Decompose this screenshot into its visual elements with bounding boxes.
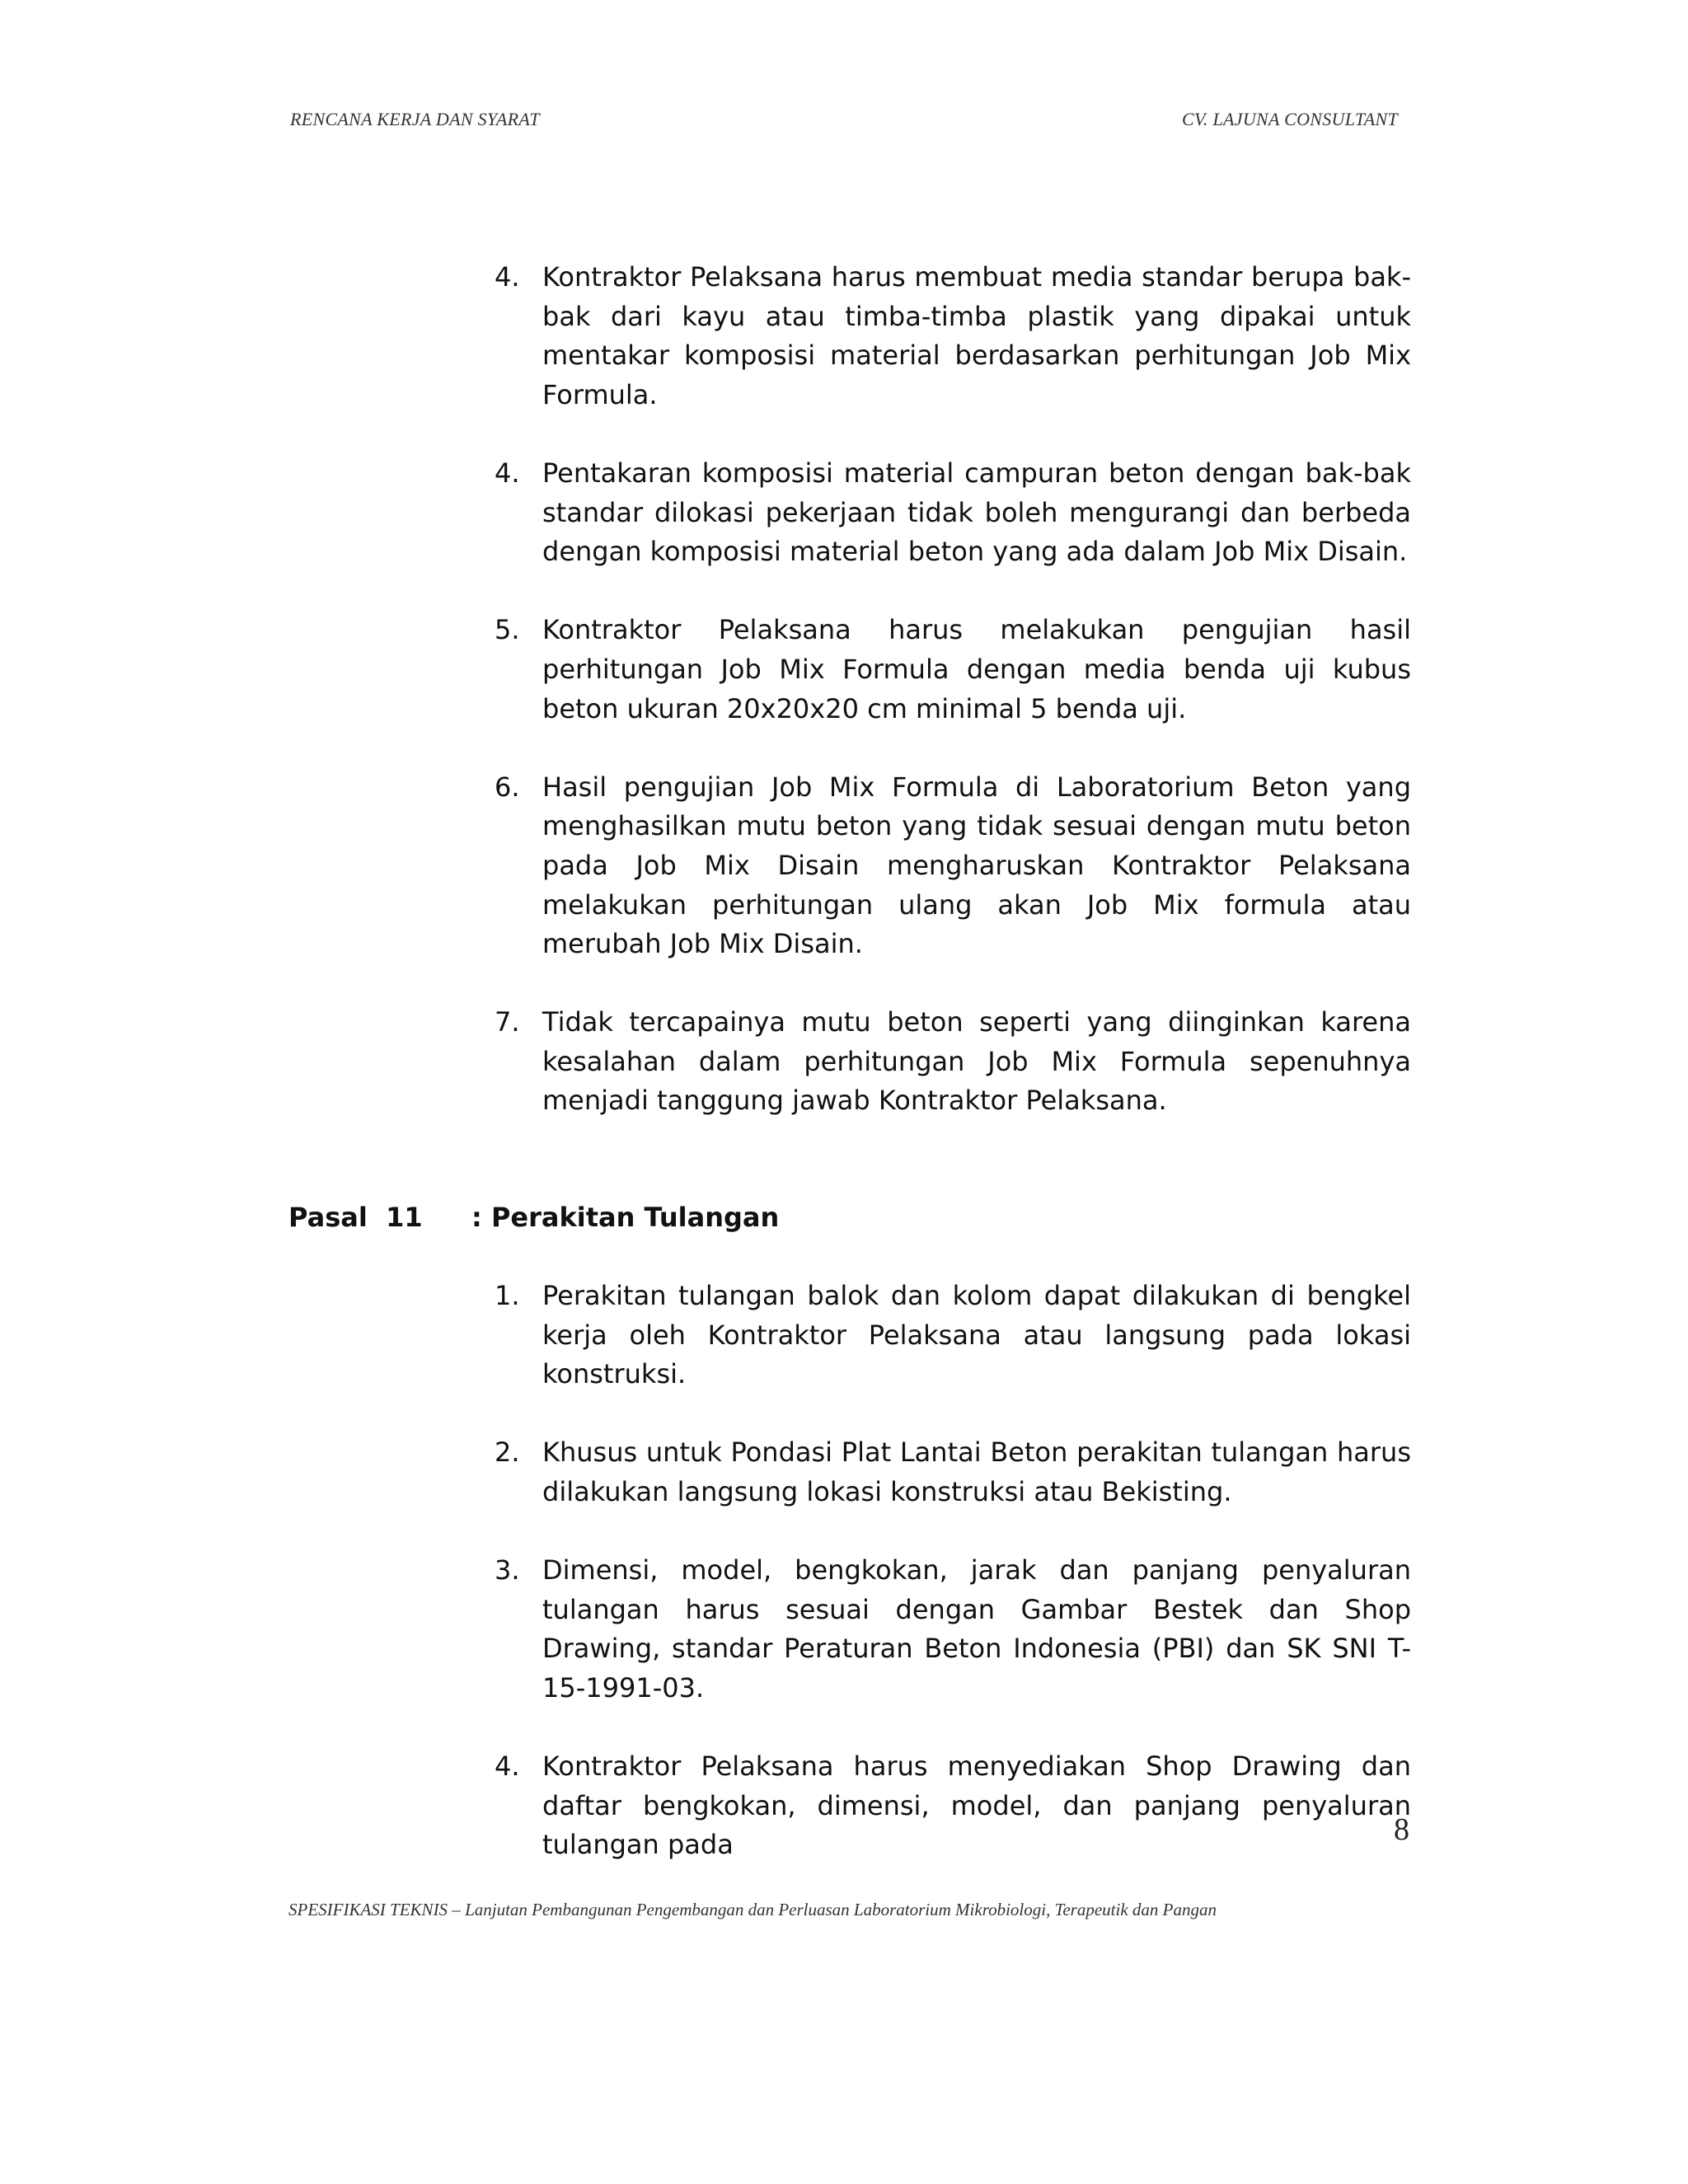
list-item-number: 4. (495, 1750, 520, 1783)
list-item (495, 1003, 1411, 1121)
list-item-text: Perakitan tulangan balok dan kolom dapat dilakukan di bengkel kerja oleh Kontraktor Pelaksana atau langsung pada lokasi konstruksi. (542, 1280, 1411, 1390)
footer-text: Lanjutan Pembangunan Pengembangan dan Perluasan Laboratorium Mikrobiologi, Terapeutik dan Pangan (465, 1900, 1217, 1919)
list-item (495, 768, 1411, 964)
list-item-text: Kontraktor Pelaksana harus melakukan pengujian hasil perhitungan Job Mix Formula dengan media benda uji kubus beton ukuran 20x20x20 cm minimal 5 benda uji. (542, 614, 1411, 724)
header-right: CV. LAJUNA CONSULTANT (1182, 109, 1398, 129)
list-item (495, 1551, 1411, 1708)
list-item-number: 6. (495, 771, 520, 803)
list-item-number: 5. (495, 614, 520, 646)
list-item (495, 1277, 1411, 1394)
list-item-number: 4. (495, 457, 520, 489)
list-item (495, 1747, 1411, 1865)
section-heading-title: : Perakitan Tulangan (471, 1202, 780, 1233)
list-item (495, 1433, 1411, 1511)
list-item-text: Hasil pengujian Job Mix Formula di Laboratorium Beton yang menghasilkan mutu beton yang tidak sesuai dengan mutu beton pada Job Mix Disain mengharuskan Kontraktor Pelaksana melakukan perhitungan ulang akan Job Mix formula atau merubah Job Mix Disain. (542, 771, 1411, 960)
list-item-text: Khusus untuk Pondasi Plat Lantai Beton perakitan tulangan harus dilakukan langsung lokasi konstruksi atau Bekisting. (542, 1436, 1411, 1507)
page-number: 8 (1394, 1812, 1409, 1847)
numbered-list-section-b (495, 1277, 1411, 1865)
list-item (495, 611, 1411, 729)
list-item-number: 3. (495, 1554, 520, 1586)
numbered-list-section-a (495, 258, 1411, 1121)
list-item-text: Tidak tercapainya mutu beton seperti yang diinginkan karena kesalahan dalam perhitungan Job Mix Formula sepenuhnya menjadi tanggung jawab Kontraktor Pelaksana. (542, 1006, 1411, 1117)
list-item-number: 7. (495, 1006, 520, 1038)
list-item-text: Kontraktor Pelaksana harus membuat media standar berupa bak-bak dari kayu atau timba-timba plastik yang dipakai untuk mentakar komposisi material berdasarkan perhitungan Job Mix Formula. (542, 261, 1411, 410)
list-item (495, 454, 1411, 572)
footer (288, 1900, 1442, 1920)
list-item-text: Dimensi, model, bengkokan, jarak dan panjang penyaluran tulangan harus sesuai dengan Gambar Bestek dan Shop Drawing, standar Peraturan Beton Indonesia (PBI) dan SK SNI T-15-1991-03. (542, 1554, 1411, 1704)
footer-prefix: SPESIFIKASI TEKNIS – (288, 1900, 466, 1919)
list-item-text: Kontraktor Pelaksana harus menyediakan Shop Drawing dan daftar bengkokan, dimensi, model, dan panjang penyaluran tulangan pada (542, 1750, 1411, 1861)
section-heading-label: Pasal 11 (288, 1202, 423, 1233)
list-item-number: 4. (495, 261, 520, 293)
header-left: RENCANA KERJA DAN SYARAT (290, 109, 540, 129)
list-item-number: 1. (495, 1280, 520, 1311)
list-item (495, 258, 1411, 415)
list-item-number: 2. (495, 1436, 520, 1469)
list-item-text: Pentakaran komposisi material campuran beton dengan bak-bak standar dilokasi pekerjaan tidak boleh mengurangi dan berbeda dengan komposisi material beton yang ada dalam Job Mix Disain. (542, 457, 1411, 568)
